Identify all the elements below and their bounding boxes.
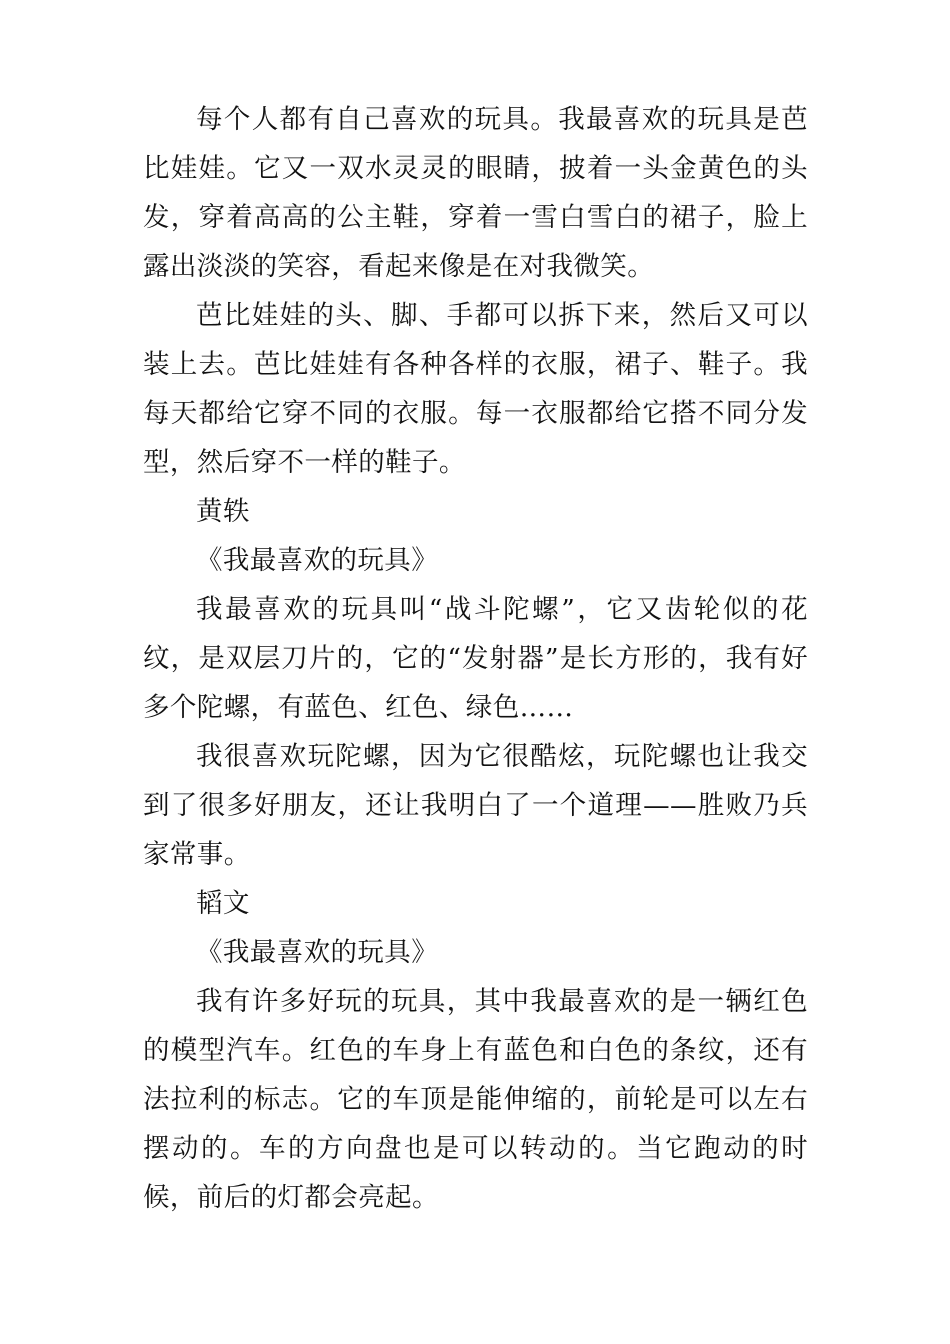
essay-title: 《我最喜欢的玩具》 [196,545,439,576]
paragraph-barbie-clothes: 芭比娃娃的头、脚、手都可以拆下来，然后又可以装上去。芭比娃娃有各种各样的衣服，裙子、鞋子。我每天都给它穿不同的衣服。每一衣服都给它搭不同分发型，然后穿不一样的鞋子。 [143,300,808,478]
paragraph-barbie-intro: 每个人都有自己喜欢的玩具。我最喜欢的玩具是芭比娃娃。它又一双水灵灵的眼睛，披着一头金黄色的头发，穿着高高的公主鞋，穿着一雪白雪白的裙子，脸上露出淡淡的笑容，看起来像是在对我微笑。 [143,104,808,282]
document-body [143,95,808,1222]
paragraph-top-intro: 我最喜欢的玩具叫“战斗陀螺”，它又齿轮似的花纹，是双层刀片的，它的“发射器”是长方形的，我有好多个陀螺，有蓝色、红色、绿色…… [143,594,808,723]
author-name: 韬文 [196,888,250,919]
paragraph-model-car: 我有许多好玩的玩具，其中我最喜欢的是一辆红色的模型汽车。红色的车身上有蓝色和白色的条纹，还有法拉利的标志。它的车顶是能伸缩的，前轮是可以左右摆动的。车的方向盘也是可以转动的。当它跑动的时候，前后的灯都会亮起。 [143,986,808,1213]
author-name: 黄轶 [196,496,250,527]
essay-title: 《我最喜欢的玩具》 [196,937,439,968]
paragraph-top-play: 我很喜欢玩陀螺，因为它很酷炫，玩陀螺也让我交到了很多好朋友，还让我明白了一个道理——胜败乃兵家常事。 [143,741,808,870]
